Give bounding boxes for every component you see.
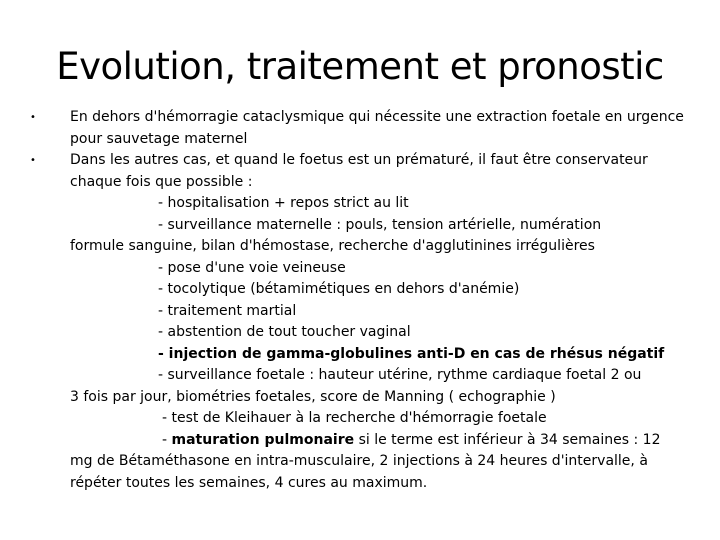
item-surveillance-foetale: - surveillance foetale : hauteur utérine, rythme cardiaque foetal 2 ou	[158, 367, 642, 383]
slide-content	[30, 107, 700, 494]
maturation-prefix: -	[162, 431, 168, 448]
bullet-text: Dans les autres cas, et quand le foetus est un prématuré, il faut être conservateur chaque fois que possible :	[70, 152, 648, 190]
item-voie-veineuse: - pose d'une voie veineuse	[158, 259, 346, 276]
item-maturation-cont: mg de Bétaméthasone en intra-musculaire, 2 injections à 24 heures d'intervalle, à répéter toutes les semaines, 4 cures au maximum.	[70, 453, 648, 491]
item-surveillance-maternelle: - surveillance maternelle : pouls, tension artérielle, numération	[158, 216, 602, 233]
maturation-rest: si le terme est inférieur à 34 semaines : 12	[358, 431, 661, 448]
bullet-text: En dehors d'hémorragie cataclysmique qui nécessite une extraction foetale en urgence pour sauvetage maternel	[70, 109, 684, 147]
bullet-icon: •	[30, 112, 36, 123]
bullet-item-2	[30, 150, 700, 193]
item-tocolytique: - tocolytique (bétamimétiques en dehors d'anémie)	[158, 281, 520, 297]
bullet-item-1	[30, 107, 700, 150]
bullet-icon: •	[30, 155, 36, 166]
item-surveillance-maternelle-cont: formule sanguine, bilan d'hémostase, recherche d'agglutinines irrégulières	[70, 238, 595, 254]
item-maturation	[70, 430, 700, 452]
item-hospitalisation: - hospitalisation + repos strict au lit	[158, 195, 409, 211]
slide-title: Evolution, traitement et pronostic	[56, 45, 664, 88]
item-traitement-martial: - traitement martial	[158, 302, 297, 319]
item-surveillance-foetale-cont: 3 fois par jour, biométries foetales, score de Manning ( echographie )	[70, 388, 556, 405]
item-abstention: - abstention de tout toucher vaginal	[158, 324, 411, 340]
item-injection: - injection de gamma-globulines anti-D en cas de rhésus négatif	[158, 345, 665, 362]
maturation-bold: maturation pulmonaire	[171, 431, 355, 448]
item-kleihauer: - test de Kleihauer à la recherche d'hémorragie foetale	[162, 410, 547, 426]
